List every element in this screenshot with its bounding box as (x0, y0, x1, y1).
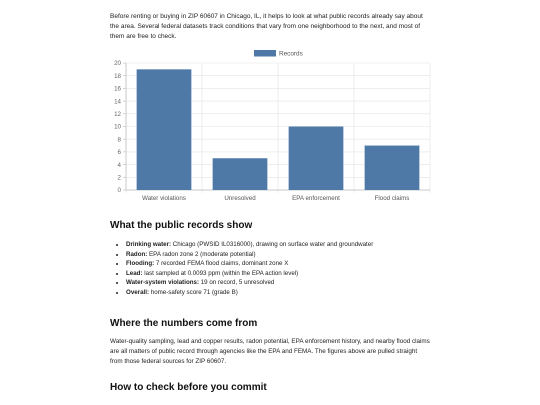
fact-text: last sampled at 0.0093 ppm (within the EPA action level) (142, 269, 299, 277)
section-title-check-before: How to check before you commit (110, 382, 267, 393)
y-tick-label: 14 (114, 98, 121, 106)
fact-label: Water-system violations: (126, 279, 200, 287)
y-tick-label: 6 (117, 149, 121, 157)
y-tick-label: 10 (114, 123, 121, 131)
fact-item (126, 269, 446, 279)
fact-item (126, 240, 446, 250)
y-tick-label: 12 (114, 111, 121, 118)
x-tick-label: EPA enforcement (292, 195, 340, 202)
fact-text: Chicago (PWSID IL0316000), drawing on surface water and groundwater (171, 241, 374, 248)
y-tick-label: 0 (117, 187, 121, 195)
fact-label: Lead: (126, 269, 143, 277)
x-tick-label: Flood claims (374, 195, 410, 202)
fact-text: 7 recorded FEMA flood claims, dominant zone X (154, 260, 289, 268)
intro-paragraph: Before renting or buying in ZIP 60607 in Chicago, IL, it helps to look at what public records already say about the area. Several federal datasets track conditions that vary from one neighborhood to the next, and most of them are free to check. (110, 13, 423, 41)
bar (137, 69, 192, 190)
y-tick-label: 18 (114, 72, 121, 80)
y-tick-label: 2 (117, 174, 121, 182)
records-bar-chart (102, 46, 436, 206)
fact-label: Drinking water: (126, 241, 172, 248)
facts-list (110, 240, 446, 298)
source-paragraph: Water-quality sampling, lead and copper results, radon potential, EPA enforcement history, and nearby flood claims are all matters of public record through agencies like the EPA and FEMA. The figures above are pulled straight from those federal sources for ZIP 60607. (110, 338, 430, 366)
y-tick-label: 4 (117, 161, 121, 169)
article (110, 12, 430, 43)
fact-item (126, 288, 446, 298)
fact-label: Overall: (126, 288, 150, 296)
fact-label: Flooding: (126, 260, 155, 268)
fact-label: Radon: (126, 250, 148, 258)
bar (365, 146, 420, 190)
fact-text: EPA radon zone 2 (moderate potential) (147, 250, 256, 258)
fact-text: 19 on record, 5 unresolved (199, 279, 275, 287)
bar (213, 158, 268, 190)
fact-item (126, 250, 446, 260)
chart-svg (102, 46, 436, 206)
legend-swatch (254, 50, 276, 57)
legend-label: Records (279, 50, 303, 58)
section-title-public-records: What the public records show (110, 220, 253, 231)
y-tick-label: 20 (114, 60, 121, 68)
x-tick-label: Unresolved (224, 195, 256, 202)
fact-item (126, 278, 446, 288)
bar (289, 127, 344, 191)
y-tick-label: 8 (117, 136, 121, 144)
section-title-numbers-source: Where the numbers come from (110, 318, 258, 329)
fact-text: home-safety score 71 (grade B) (149, 288, 238, 296)
x-tick-label: Water violations (142, 195, 186, 202)
y-tick-label: 16 (114, 85, 121, 93)
fact-item (126, 259, 446, 269)
